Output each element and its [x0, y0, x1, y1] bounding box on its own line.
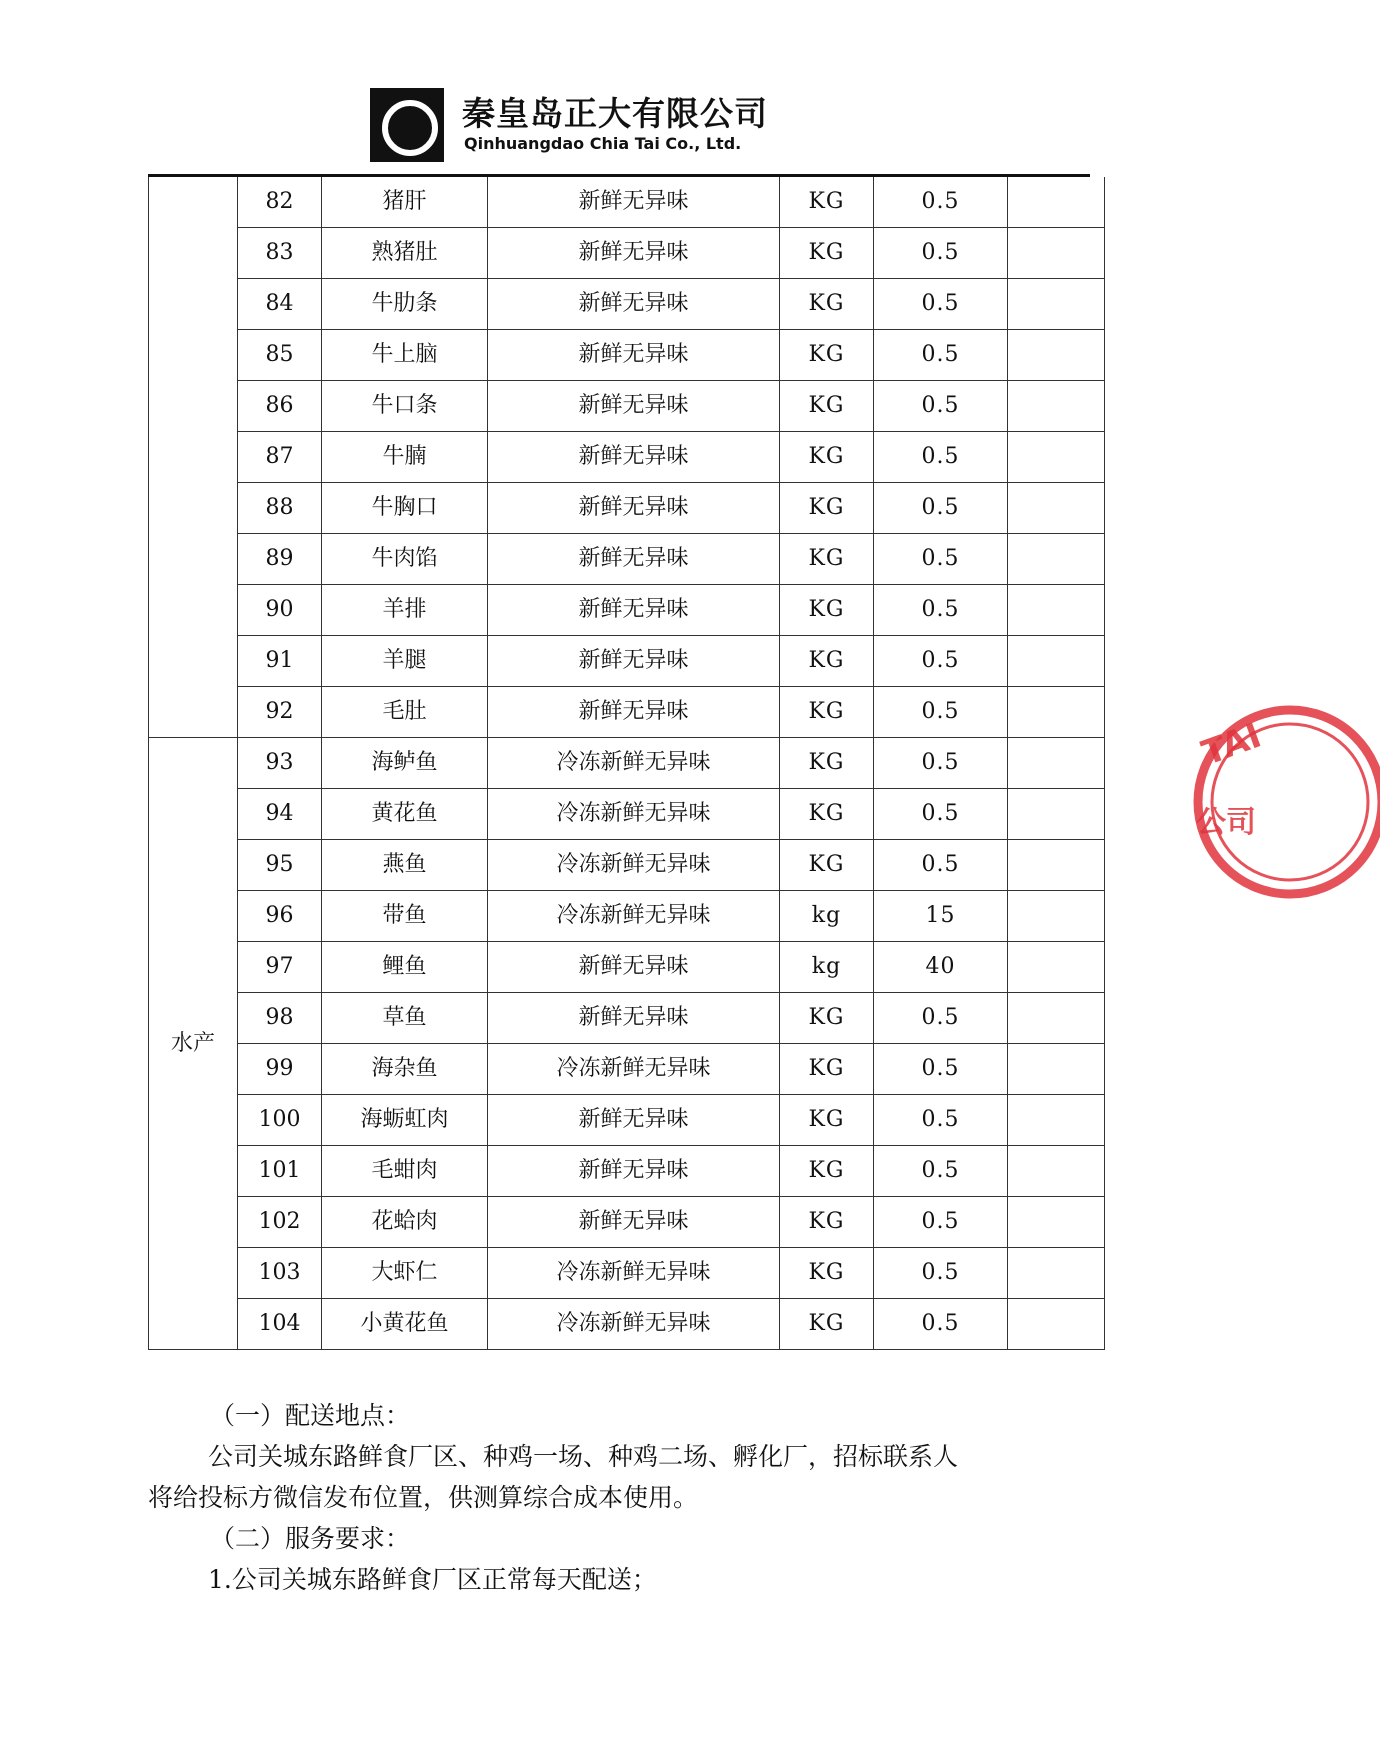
unit-cell: kg [780, 891, 874, 942]
quality-standard-cell: 新鲜无异味 [488, 279, 780, 330]
item-name-cell: 牛肋条 [322, 279, 488, 330]
unit-cell: KG [780, 1095, 874, 1146]
company-name-cn: 秦皇岛正大有限公司 [462, 94, 768, 133]
quantity-cell: 0.5 [874, 789, 1008, 840]
remark-cell [1008, 840, 1105, 891]
unit-cell: KG [780, 738, 874, 789]
quantity-cell: 15 [874, 891, 1008, 942]
unit-cell: KG [780, 1197, 874, 1248]
quality-standard-cell: 新鲜无异味 [488, 1146, 780, 1197]
quality-standard-cell: 冷冻新鲜无异味 [488, 738, 780, 789]
row-number-cell: 85 [238, 330, 322, 381]
logo-ring [382, 100, 438, 156]
remark-cell [1008, 789, 1105, 840]
unit-cell: KG [780, 381, 874, 432]
table-row [149, 840, 1105, 891]
table-row [149, 942, 1105, 993]
unit-cell: KG [780, 1146, 874, 1197]
table-row [149, 432, 1105, 483]
section2-item1: 1.公司关城东路鲜食厂区正常每天配送； [208, 1565, 657, 1594]
quality-standard-cell: 新鲜无异味 [488, 942, 780, 993]
unit-cell: KG [780, 177, 874, 228]
quality-standard-cell: 新鲜无异味 [488, 1095, 780, 1146]
table-row [149, 279, 1105, 330]
quality-standard-cell: 新鲜无异味 [488, 636, 780, 687]
table-row [149, 1095, 1105, 1146]
row-number-cell: 93 [238, 738, 322, 789]
product-table [148, 177, 1105, 1350]
item-name-cell: 花蛤肉 [322, 1197, 488, 1248]
quality-standard-cell: 新鲜无异味 [488, 687, 780, 738]
row-number-cell: 103 [238, 1248, 322, 1299]
unit-cell: KG [780, 687, 874, 738]
item-name-cell: 牛胸口 [322, 483, 488, 534]
remark-cell [1008, 381, 1105, 432]
quality-standard-cell: 新鲜无异味 [488, 534, 780, 585]
item-name-cell: 小黄花鱼 [322, 1299, 488, 1350]
quality-standard-cell: 新鲜无异味 [488, 228, 780, 279]
category-cell: 水产 [149, 738, 238, 1350]
quantity-cell: 0.5 [874, 687, 1008, 738]
table-row [149, 891, 1105, 942]
remark-cell [1008, 993, 1105, 1044]
quality-standard-cell: 新鲜无异味 [488, 432, 780, 483]
unit-cell: KG [780, 228, 874, 279]
remark-cell [1008, 1146, 1105, 1197]
row-number-cell: 94 [238, 789, 322, 840]
quantity-cell: 0.5 [874, 279, 1008, 330]
quality-standard-cell: 冷冻新鲜无异味 [488, 891, 780, 942]
section2-heading: （二）服务要求： [210, 1524, 411, 1553]
quality-standard-cell: 新鲜无异味 [488, 1197, 780, 1248]
quantity-cell: 0.5 [874, 993, 1008, 1044]
item-name-cell: 鲤鱼 [322, 942, 488, 993]
unit-cell: KG [780, 993, 874, 1044]
remark-cell [1008, 483, 1105, 534]
seal-outer-ring [1198, 710, 1380, 894]
unit-cell: KG [780, 432, 874, 483]
quantity-cell: 0.5 [874, 1146, 1008, 1197]
quantity-cell: 0.5 [874, 585, 1008, 636]
remark-cell [1008, 585, 1105, 636]
unit-cell: KG [780, 1044, 874, 1095]
unit-cell: KG [780, 1248, 874, 1299]
table-row [149, 585, 1105, 636]
remark-cell [1008, 534, 1105, 585]
item-name-cell: 燕鱼 [322, 840, 488, 891]
quality-standard-cell: 冷冻新鲜无异味 [488, 789, 780, 840]
item-name-cell: 牛口条 [322, 381, 488, 432]
quantity-cell: 0.5 [874, 1197, 1008, 1248]
table-row [149, 228, 1105, 279]
table-row [149, 534, 1105, 585]
quantity-cell: 0.5 [874, 228, 1008, 279]
quantity-cell: 0.5 [874, 381, 1008, 432]
row-number-cell: 89 [238, 534, 322, 585]
table-row [149, 738, 1105, 789]
remark-cell [1008, 942, 1105, 993]
quality-standard-cell: 新鲜无异味 [488, 177, 780, 228]
remark-cell [1008, 1095, 1105, 1146]
row-number-cell: 104 [238, 1299, 322, 1350]
row-number-cell: 97 [238, 942, 322, 993]
row-number-cell: 83 [238, 228, 322, 279]
table-row [149, 1248, 1105, 1299]
item-name-cell: 大虾仁 [322, 1248, 488, 1299]
item-name-cell: 黄花鱼 [322, 789, 488, 840]
row-number-cell: 82 [238, 177, 322, 228]
item-name-cell: 海鲈鱼 [322, 738, 488, 789]
quality-standard-cell: 新鲜无异味 [488, 993, 780, 1044]
row-number-cell: 92 [238, 687, 322, 738]
seal-text-tai: TAI [1196, 715, 1267, 774]
remark-cell [1008, 279, 1105, 330]
company-logo-icon [370, 88, 444, 162]
row-number-cell: 99 [238, 1044, 322, 1095]
item-name-cell: 猪肝 [322, 177, 488, 228]
quantity-cell: 0.5 [874, 636, 1008, 687]
quantity-cell: 0.5 [874, 534, 1008, 585]
remark-cell [1008, 687, 1105, 738]
row-number-cell: 87 [238, 432, 322, 483]
remark-cell [1008, 1248, 1105, 1299]
table-row [149, 1044, 1105, 1095]
remark-cell [1008, 330, 1105, 381]
row-number-cell: 90 [238, 585, 322, 636]
quantity-cell: 40 [874, 942, 1008, 993]
table-row [149, 636, 1105, 687]
quantity-cell: 0.5 [874, 177, 1008, 228]
table-row [149, 1197, 1105, 1248]
quality-standard-cell: 新鲜无异味 [488, 483, 780, 534]
company-name-en: Qinhuangdao Chia Tai Co., Ltd. [464, 134, 742, 153]
remark-cell [1008, 1044, 1105, 1095]
item-name-cell: 牛上脑 [322, 330, 488, 381]
item-name-cell: 海杂鱼 [322, 1044, 488, 1095]
remark-cell [1008, 738, 1105, 789]
remark-cell [1008, 228, 1105, 279]
unit-cell: KG [780, 330, 874, 381]
unit-cell: KG [780, 534, 874, 585]
item-name-cell: 海蛎虹肉 [322, 1095, 488, 1146]
quantity-cell: 0.5 [874, 1044, 1008, 1095]
letterhead [370, 88, 790, 164]
remark-cell [1008, 891, 1105, 942]
quality-standard-cell: 新鲜无异味 [488, 381, 780, 432]
row-number-cell: 98 [238, 993, 322, 1044]
quantity-cell: 0.5 [874, 1095, 1008, 1146]
item-name-cell: 带鱼 [322, 891, 488, 942]
quality-standard-cell: 冷冻新鲜无异味 [488, 1299, 780, 1350]
row-number-cell: 84 [238, 279, 322, 330]
table-row [149, 330, 1105, 381]
remark-cell [1008, 636, 1105, 687]
company-seal-stamp [1190, 697, 1380, 907]
unit-cell: KG [780, 585, 874, 636]
item-name-cell: 毛蚶肉 [322, 1146, 488, 1197]
table-row [149, 1146, 1105, 1197]
item-name-cell: 羊腿 [322, 636, 488, 687]
category-cell [149, 177, 238, 738]
row-number-cell: 100 [238, 1095, 322, 1146]
remark-cell [1008, 432, 1105, 483]
section1-line1: 公司关城东路鲜食厂区、种鸡一场、种鸡二场、孵化厂，招标联系人 [208, 1442, 959, 1471]
item-name-cell: 牛肉馅 [322, 534, 488, 585]
item-name-cell: 牛腩 [322, 432, 488, 483]
quality-standard-cell: 冷冻新鲜无异味 [488, 840, 780, 891]
unit-cell: KG [780, 483, 874, 534]
item-name-cell: 熟猪肚 [322, 228, 488, 279]
row-number-cell: 96 [238, 891, 322, 942]
section1-line2: 将给投标方微信发布位置，供测算综合成本使用。 [148, 1483, 699, 1512]
quantity-cell: 0.5 [874, 1299, 1008, 1350]
row-number-cell: 86 [238, 381, 322, 432]
table-row [149, 483, 1105, 534]
unit-cell: kg [780, 942, 874, 993]
quantity-cell: 0.5 [874, 483, 1008, 534]
quantity-cell: 0.5 [874, 1248, 1008, 1299]
table-row [149, 381, 1105, 432]
item-name-cell: 毛肚 [322, 687, 488, 738]
quantity-cell: 0.5 [874, 432, 1008, 483]
table-row [149, 993, 1105, 1044]
table-row [149, 789, 1105, 840]
quantity-cell: 0.5 [874, 840, 1008, 891]
section1-heading: （一）配送地点： [210, 1401, 411, 1430]
unit-cell: KG [780, 636, 874, 687]
quality-standard-cell: 冷冻新鲜无异味 [488, 1248, 780, 1299]
quantity-cell: 0.5 [874, 738, 1008, 789]
row-number-cell: 91 [238, 636, 322, 687]
quality-standard-cell: 新鲜无异味 [488, 585, 780, 636]
item-name-cell: 羊排 [322, 585, 488, 636]
row-number-cell: 102 [238, 1197, 322, 1248]
quality-standard-cell: 新鲜无异味 [488, 330, 780, 381]
seal-text-gongsi: 公司 [1196, 805, 1256, 840]
seal-inner-ring [1212, 724, 1368, 880]
remark-cell [1008, 177, 1105, 228]
table-row [149, 177, 1105, 228]
unit-cell: KG [780, 789, 874, 840]
item-name-cell: 草鱼 [322, 993, 488, 1044]
row-number-cell: 95 [238, 840, 322, 891]
quality-standard-cell: 冷冻新鲜无异味 [488, 1044, 780, 1095]
quantity-cell: 0.5 [874, 330, 1008, 381]
table-row [149, 1299, 1105, 1350]
remark-cell [1008, 1197, 1105, 1248]
unit-cell: KG [780, 279, 874, 330]
remark-cell [1008, 1299, 1105, 1350]
unit-cell: KG [780, 840, 874, 891]
table-row [149, 687, 1105, 738]
row-number-cell: 101 [238, 1146, 322, 1197]
unit-cell: KG [780, 1299, 874, 1350]
row-number-cell: 88 [238, 483, 322, 534]
